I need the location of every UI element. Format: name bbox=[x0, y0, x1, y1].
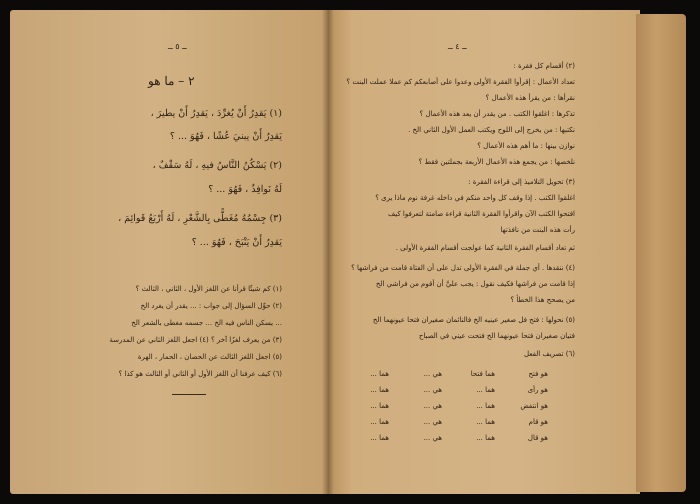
riddle-line: (١) يَقدِرُ أَنْ يُغرِّدَ ، يَقدِرُ أَنْ يطيرَ ، bbox=[150, 108, 282, 119]
riddle-line: يَقدِرُ أَنْ يبنيَ عُشًا ، فَهُوَ ... ؟ bbox=[169, 131, 282, 142]
exercise-line: (٢) حوِّل السؤال إلى جواب : ... يقدر أن يغرد الخ bbox=[140, 302, 282, 310]
text-line: افتحوا الكتب الآن واقرأوا الفقرة الثانية قراءة صامتة لتعرفوا كيف bbox=[387, 210, 575, 218]
riddle-line: (٣) جِسْمُهُ مُغَطًّى بِالشَّعْرِ ، لَهُ أَرْبَعُ قَوائِمَ ، bbox=[118, 213, 282, 224]
conj-cell: هما ... bbox=[370, 370, 389, 378]
conj-cell: هي ... bbox=[423, 418, 442, 426]
conj-cell: هما ... bbox=[370, 434, 389, 442]
riddle-line: لَهُ نَوافِذُ ، فَهُوَ ... ؟ bbox=[208, 184, 282, 195]
text-line: (٣) تحويل التلاميذ إلى قراءة الفقرة : bbox=[468, 178, 575, 186]
conj-cell: هو رأى bbox=[527, 386, 548, 394]
conj-cell: هما ... bbox=[370, 386, 389, 394]
conj-cell: هي ... bbox=[423, 370, 442, 378]
conj-cell: هما ... bbox=[476, 418, 495, 426]
conj-cell: هي ... bbox=[423, 402, 442, 410]
exercise-line: (٣) من يعرف لغزًا آخر ؟ (٤) اجعل اللغز الثاني عن المدرسة bbox=[109, 336, 282, 344]
exercise-line: ... يسكن الناس فيه الخ ... جسمه مغطى بالشعر الخ bbox=[131, 319, 282, 327]
end-rule bbox=[172, 394, 206, 395]
book-spine bbox=[322, 10, 334, 494]
text-line: (٤) ننقدها . أي جملة في الفقرة الأولى تدل على أن الفتاة قامت من فراشها ؟ bbox=[351, 264, 575, 272]
conj-cell: هو انتفض bbox=[520, 402, 548, 410]
lesson-title: ٢ – ما هو bbox=[148, 74, 195, 88]
conj-cell: هو قام bbox=[528, 418, 548, 426]
text-line: ثم تعاد أقسام الفقرة الثانية كما عولجت أقسام الفقرة الأولى . bbox=[395, 244, 575, 252]
conj-cell: هما ... bbox=[370, 418, 389, 426]
text-line: من يصحح هذا الخطأ ؟ bbox=[510, 296, 575, 304]
conj-cell: هي ... bbox=[423, 434, 442, 442]
riddle-line: (٢) يَسْكُنُ النَّاسُ فيهِ ، لَهُ سَقْفٌ ، bbox=[152, 160, 282, 171]
conj-cell: هما ... bbox=[476, 434, 495, 442]
exercise-line: (١) كم شيئًا قرأنا عن اللغز الأول ، الثاني ، الثالث ؟ bbox=[135, 285, 282, 293]
right-page-number: ــ ٤ ــ bbox=[448, 42, 467, 51]
conj-cell: هما ... bbox=[370, 402, 389, 410]
conj-cell: هما ... bbox=[476, 386, 495, 394]
text-line: نكتبها : من يخرج إلى اللوح ويكتب العمل الأول الثاني الخ . bbox=[408, 126, 575, 134]
page-edge bbox=[636, 14, 686, 492]
conj-cell: هو فتح bbox=[528, 370, 548, 378]
conj-cell: هما ... bbox=[476, 402, 495, 410]
left-page-number: ــ ٥ ــ bbox=[168, 42, 187, 51]
text-line: نقرأها : من يقرأ هذه الأعمال ؟ bbox=[485, 94, 575, 102]
text-line: (٥) نحولها : فتح فل صغير عينيه الخ فالنائمان صغيران فتحا عيونهما الخ bbox=[372, 316, 575, 324]
conj-cell: هما فتحا bbox=[470, 370, 495, 378]
text-line: فتيان صغيران فتحا عيونهما الخ فتحت عيني في الصباح bbox=[418, 332, 575, 340]
text-line: تذكرها : اغلقوا الكتب . من يقدر أن يعد هذه الأعمال ؟ bbox=[419, 110, 575, 118]
text-line: نلخصها : من يجمع هذه الأعمال الأربعة بجملتين فقط ؟ bbox=[418, 158, 575, 166]
text-line: اغلقوا الكتب . إذا وقف كل واحد منكم في داخله غرفة نوم ماذا يرى ؟ bbox=[375, 194, 575, 202]
text-line: نوازن بينها : ما أهم هذه الأعمال ؟ bbox=[477, 142, 575, 150]
text-line: (٦) تصريف الفعل bbox=[523, 350, 575, 358]
text-line: إذا قامت من فراشها فكيف نقول : يجب عليَّ أن أقوم من فراشي الخ bbox=[375, 280, 575, 288]
text-line: (٢) أقسام كل فقرة : bbox=[513, 62, 575, 70]
text-line: رأت هذه البنت من نافذتها bbox=[500, 226, 575, 234]
exercise-line: (٥) اجعل اللغز الثالث عن الحصان ، الحمار ، الهرة bbox=[137, 353, 282, 361]
conj-cell: هي ... bbox=[423, 386, 442, 394]
text-line: تعداد الأعمال : إقرأوا الفقرة الأولى وعدوا على أصابعكم كم عملا عملت البنت ؟ bbox=[346, 78, 575, 86]
conj-cell: هو قال bbox=[527, 434, 548, 442]
exercise-line: (٦) كيف عرفنا أن اللغز الأول أو الثاني أو الثالث هو كذا ؟ bbox=[118, 370, 282, 378]
riddle-line: يَقدِرُ أَنْ يَنْبَحَ ، فَهُوَ ... ؟ bbox=[191, 237, 282, 248]
